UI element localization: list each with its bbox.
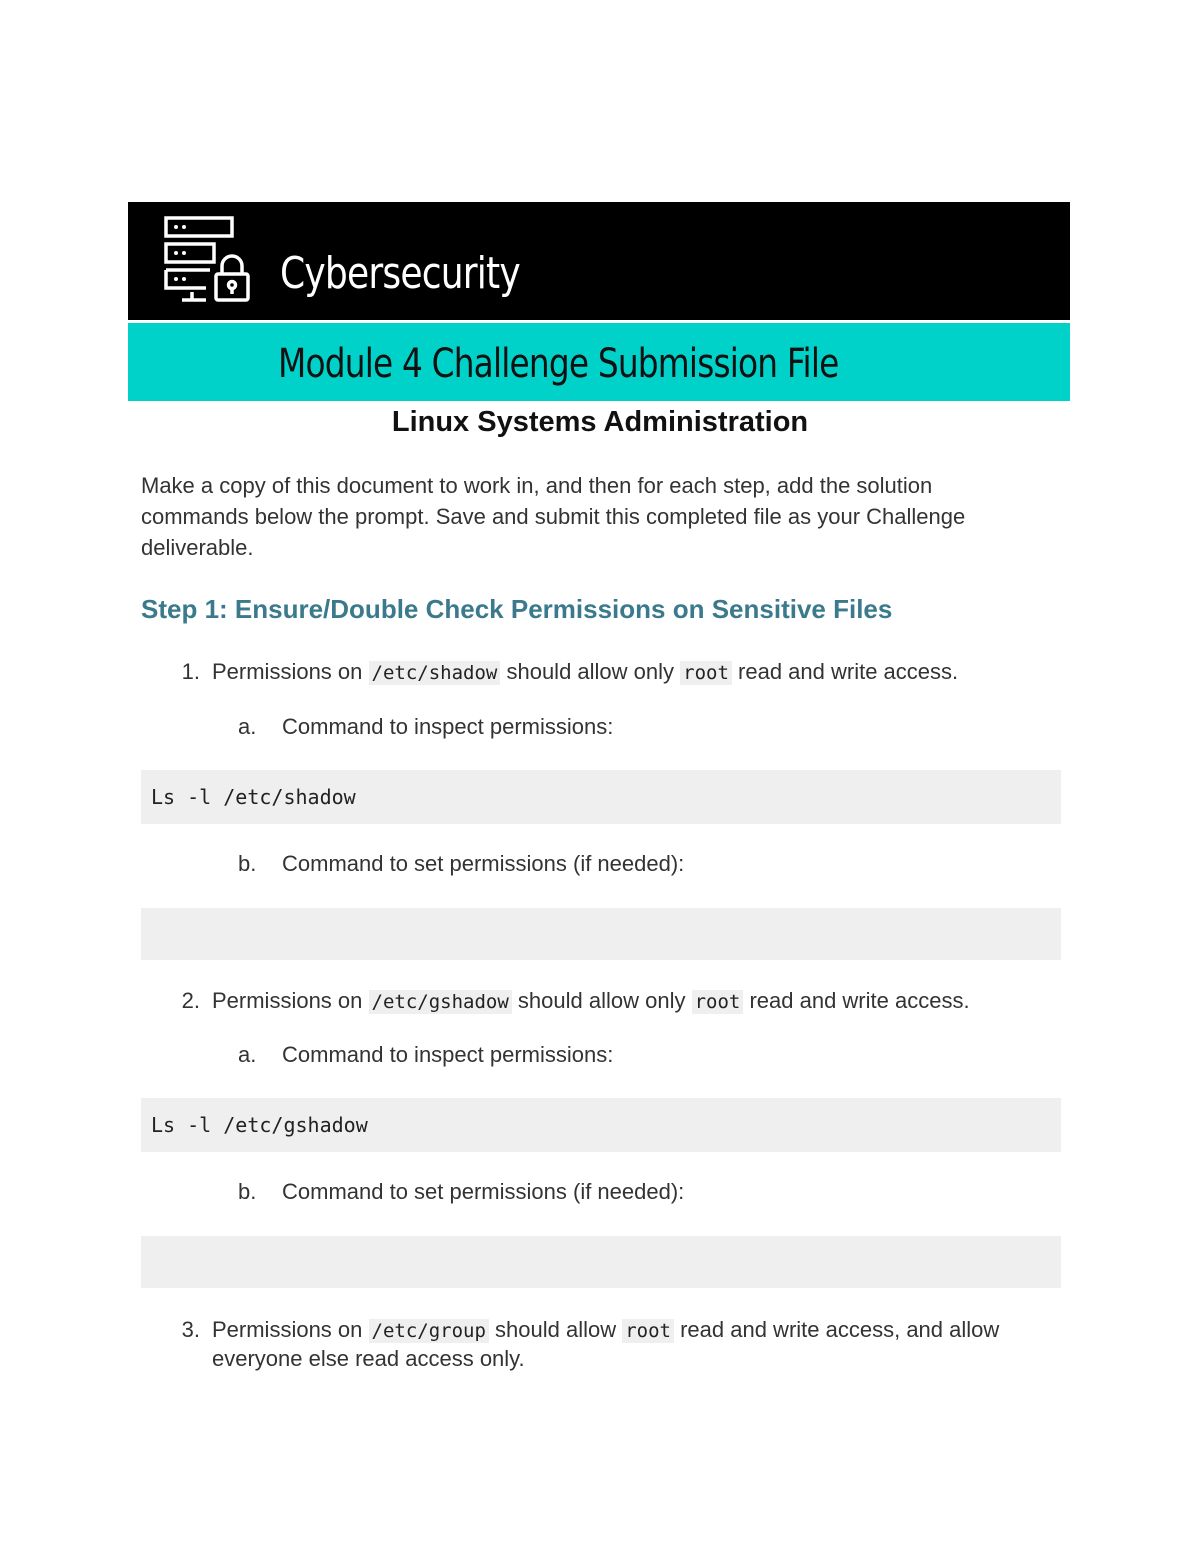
module-banner [128,323,1070,401]
list-text [212,987,1042,1016]
file-path-code: /etc/group [369,1319,489,1343]
module-title: Module 4 Challenge Submission File [278,341,839,387]
answer-box-inspect[interactable]: Ls -l /etc/shadow [141,770,1061,824]
answer-box-set[interactable] [141,908,1061,960]
answer-box-set[interactable] [141,1236,1061,1288]
text-segment: Permissions on [212,1317,369,1342]
sub-letter: b. [238,1179,257,1204]
text-segment: read and write access, and allow everyone else read access only. [212,1317,1000,1371]
sub-label: Command to inspect permissions: [282,1042,614,1067]
text-segment: Permissions on [212,659,369,684]
server-lock-icon [162,214,252,304]
list-number: 2. [181,988,200,1013]
text-segment: read and write access. [743,988,970,1013]
list-number: 1. [181,659,200,684]
user-code: root [622,1319,674,1343]
list-text [212,1316,1042,1373]
sub-item-inspect [238,1042,613,1068]
sub-item-set [238,851,684,877]
brand-title: Cybersecurity [280,248,520,299]
sub-label: Command to set permissions (if needed): [282,851,685,876]
list-text [212,658,1042,687]
text-segment: read and write access. [731,659,959,684]
sub-item-set [238,1179,684,1205]
user-code: root [680,661,732,685]
intro-paragraph: Make a copy of this document to work in, and then for each step, add the solution commands below the prompt. Save and submit this completed file as your Challenge deliverable. [141,473,966,560]
step-1-heading: Step 1: Ensure/Double Check Permissions on Sensitive Files [141,594,893,624]
user-code: root [692,990,744,1014]
sub-letter: a. [238,714,257,739]
document-title: Linux Systems Administration [391,406,809,438]
answer-box-inspect[interactable]: Ls -l /etc/gshadow [141,1098,1061,1152]
text-segment: should allow only [511,988,692,1013]
text-segment: Permissions on [212,988,369,1013]
header-banner [128,202,1070,320]
text-segment: should allow only [500,659,681,684]
file-path-code: /etc/gshadow [369,990,512,1014]
text-segment: should allow [488,1317,623,1342]
sub-letter: b. [238,851,257,876]
sub-label: Command to inspect permissions: [282,714,614,739]
list-number: 3. [181,1317,200,1342]
sub-letter: a. [238,1042,257,1067]
file-path-code: /etc/shadow [369,661,501,685]
sub-label: Command to set permissions (if needed): [282,1179,685,1204]
sub-item-inspect [238,714,613,740]
